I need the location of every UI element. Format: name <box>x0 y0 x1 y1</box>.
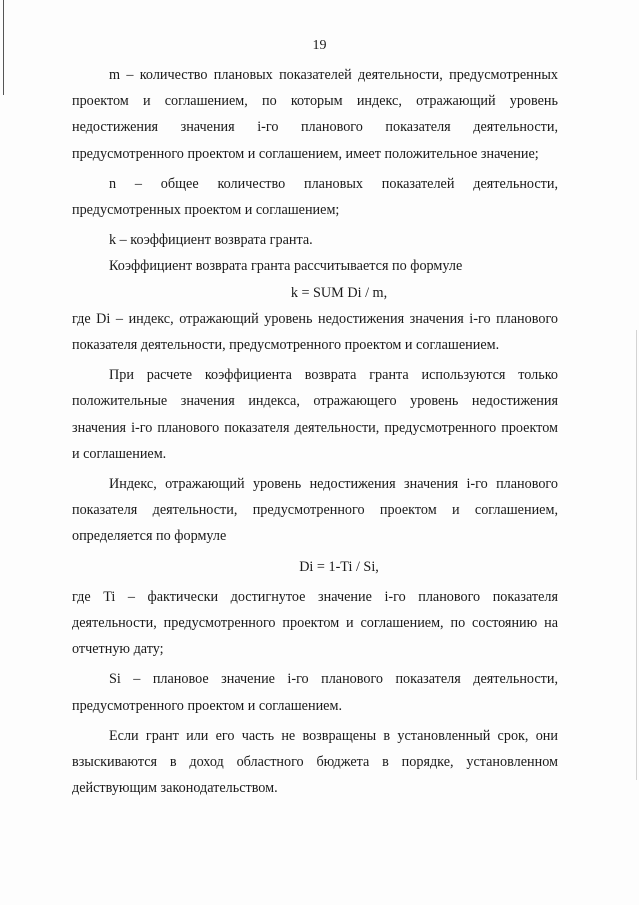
paragraph-recovery: Если грант или его часть не возвращены в установленный срок, они взыскиваются в доход областного бюджета в порядке, установленном действующим законодательством. <box>72 727 558 797</box>
definition-n: n – общее количество плановых показателей деятельности, предусмотренных проектом и соглашением; <box>72 175 558 219</box>
scan-edge-right <box>636 330 637 780</box>
document-body <box>72 62 558 801</box>
page-number: 19 <box>312 38 327 53</box>
formula-intro-k: Коэффициент возврата гранта рассчитывается по формуле <box>109 258 463 275</box>
formula-k: k = SUM Di / m, <box>290 284 388 301</box>
definition-ti: где Ti – фактически достигнутое значение i-го планового показателя деятельности, предусмотренного проектом и соглашением, по состоянию на отчетную дату; <box>72 588 558 658</box>
paragraph-positive-values: При расчете коэффициента возврата гранта используются только положительные значения индекса, отражающего уровень недостижения значения i-го планового показателя деятельности, предусмотренного проектом и соглашением. <box>72 367 558 462</box>
definition-di: где Di – индекс, отражающий уровень недостижения значения i-го планового показателя деятельности, предусмотренного проектом и соглашением. <box>72 310 558 354</box>
definition-m: m – количество плановых показателей деятельности, предусмотренных проектом и соглашением, по которым индекс, отражающий уровень недостижения значения i-го планового показателя деятельности, предусмотренного проектом и соглашением, имеет положительное значение; <box>72 67 558 162</box>
definition-k: k – коэффициент возврата гранта. <box>109 232 313 249</box>
formula-di: Di = 1-Ti / Si, <box>299 558 379 575</box>
definition-si: Si – плановое значение i-го планового показателя деятельности, предусмотренного проектом и соглашением. <box>72 671 558 714</box>
formula-intro-di: Индекс, отражающий уровень недостижения значения i-го планового показателя деятельности, предусмотренного проектом и соглашением, определяется по формуле <box>72 476 558 545</box>
